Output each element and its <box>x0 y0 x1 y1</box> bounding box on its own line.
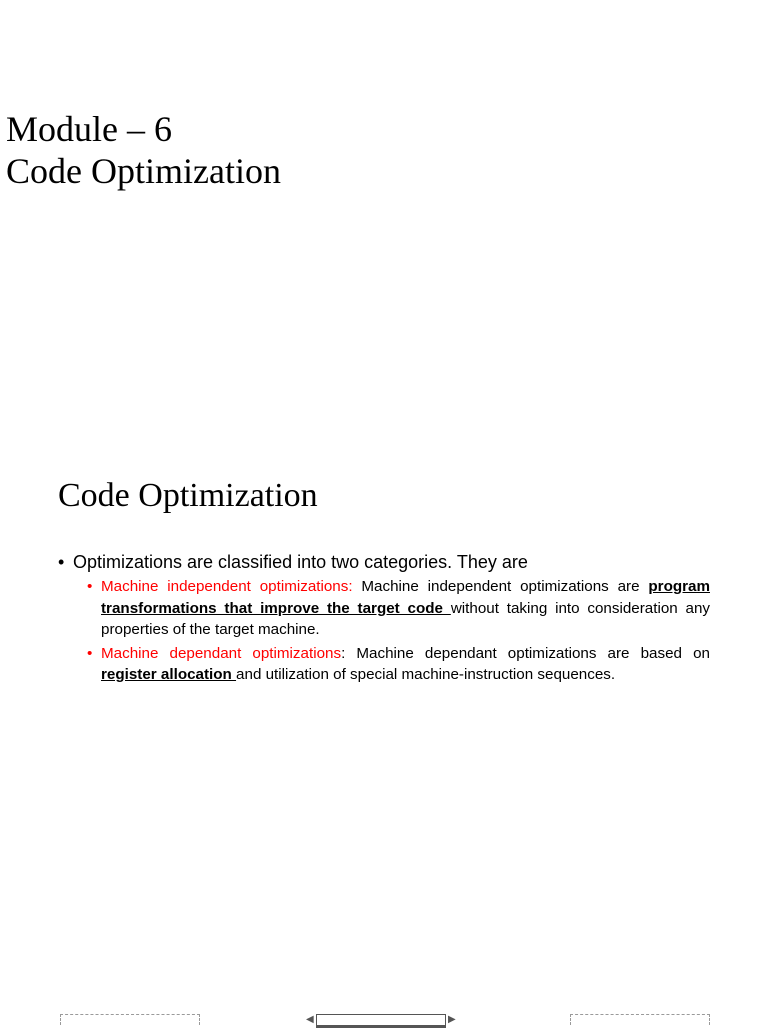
machine-dependant-emphasis: register allocation <box>101 666 237 683</box>
diagram-box-right <box>570 1014 710 1025</box>
bullet-machine-independent <box>101 576 710 641</box>
diagram-box-left <box>60 1014 200 1025</box>
arrow-right-icon: ▶ <box>448 1014 456 1025</box>
module-title: Module – 6 <box>6 109 172 149</box>
slide-3 <box>0 864 768 1024</box>
slide-1-title <box>6 108 281 192</box>
arrow-left-icon: ◀ <box>306 1014 314 1025</box>
slide-2-title: Code Optimization <box>58 477 318 514</box>
machine-dependant-label: Machine dependant optimizations <box>101 644 342 662</box>
slide-1 <box>0 0 768 432</box>
module-subtitle: Code Optimization <box>6 151 281 191</box>
machine-dependant-text-a: : Machine dependant optimizations are based on <box>341 644 710 662</box>
bullet-list <box>58 550 710 686</box>
diagram-box-middle <box>316 1014 446 1028</box>
slide-2 <box>0 432 768 864</box>
machine-independent-emphasis: program transformations that improve the target code <box>101 578 710 617</box>
bullet-main: • Optimizations are classified into two categories. They are <box>58 550 710 574</box>
machine-independent-text-a: Machine independent optimizations are <box>352 578 649 595</box>
machine-dependant-text-b: and utilization of special machine-instruction sequences. <box>236 666 616 683</box>
machine-independent-label: Machine independent optimizations: <box>101 578 353 595</box>
machine-independent-text-b: without taking into consideration any properties of the target machine. <box>101 599 711 638</box>
bullet-machine-dependant <box>101 643 710 686</box>
